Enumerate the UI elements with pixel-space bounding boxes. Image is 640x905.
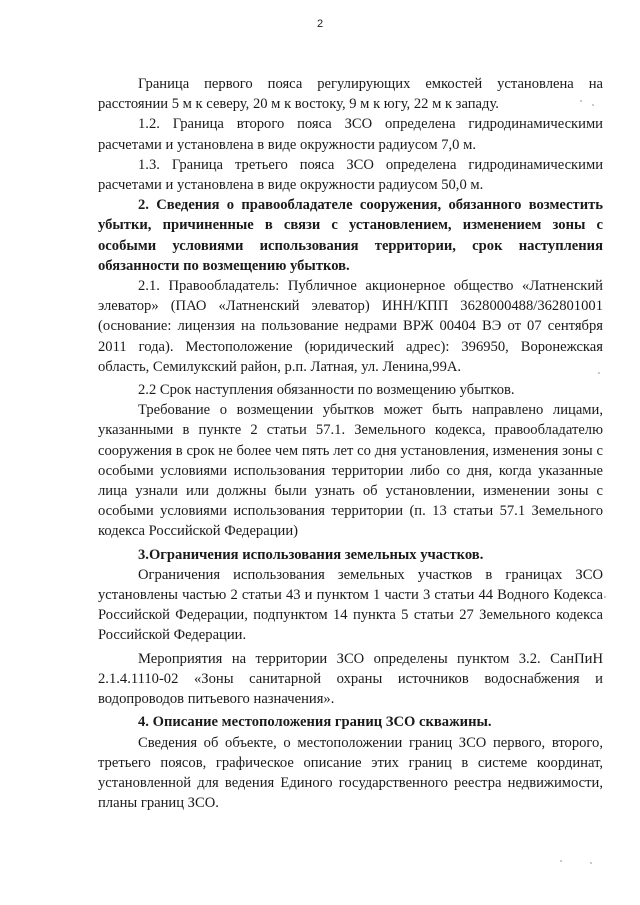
scan-speck: [580, 100, 582, 102]
paragraph-sanpin-measures: Мероприятия на территории ЗСО определены пунктом 3.2. СанПиН 2.1.4.1110-02 «Зоны санитарной охраны источников водоснабжения и водопроводов питьевого назначения».: [98, 650, 603, 708]
scan-speck: [560, 860, 562, 862]
paragraph-rightholder-details: 2.1. Правообладатель: Публичное акционерное общество «Латненский элеватор» (ПАО «Латненский элеватор) ИНН/КПП 3628000488/362801001 (основание: лицензия на пользование недрами ВРЖ 00404 ВЭ от 07 сентября 2011 года). Местоположение (юридический адрес): 396950, Воронежская область, Семилукский район, р.п. Латная, ул. Ленина,99А.: [98, 278, 603, 375]
paragraph-damages-claim: Требование о возмещении убытков может быть направлено лицами, указанными в пункте 2 статьи 57.1. Земельного кодекса, правообладателю сооружения в срок не более чем пять лет со дня установления, изменения зоны с особыми условиями использования территории либо со дня, когда указанные лица узнали или должны были узнать об установлении, изменении зоны с особыми условиями использования территории (п. 13 статьи 57.1 Земельного кодекса Российской Федерации): [98, 402, 603, 540]
document-body: [98, 74, 603, 813]
paragraph-third-belt-boundary: 1.3. Граница третьего пояса ЗСО определена гидродинамическими расчетами и установлена в виде окружности радиусом 50,0 м.: [98, 156, 603, 194]
scan-speck: [590, 862, 592, 864]
paragraph-second-belt-boundary: 1.2. Граница второго пояса ЗСО определена гидродинамическими расчетами и установлена в виде окружности радиусом 7,0 м.: [98, 116, 603, 153]
page-number: 2: [316, 18, 324, 30]
section-heading-rightholder: 2. Сведения о правообладателе сооружения, обязанного возместить убытки, причиненные в связи с установлением, изменением зоны с особыми условиями использования территории, срок наступления обязанности по возмещению убытков.: [98, 197, 603, 274]
paragraph-object-info: Сведения об объекте, о местоположении границ ЗСО первого, второго, третьего поясов, графическое описание этих границ в системе координат, установленной для ведения Единого государственного реестра недвижимости, планы границ ЗСО.: [98, 734, 603, 812]
section-heading-land-restrictions: 3.Ограничения использования земельных участков.: [138, 546, 484, 563]
paragraph-first-belt-boundary: Граница первого пояса регулирующих емкостей установлена на расстоянии 5 м к северу, 20 м к востоку, 9 м к югу, 22 м к западу.: [98, 76, 603, 113]
section-heading-boundary-description: 4. Описание местоположения границ ЗСО скважины.: [138, 714, 492, 731]
scan-speck: [592, 104, 594, 106]
scan-speck: [598, 372, 600, 374]
paragraph-obligation-term: 2.2 Срок наступления обязанности по возмещению убытков.: [138, 382, 515, 399]
paragraph-restrictions-basis: Ограничения использования земельных участков в границах ЗСО установлены частью 2 статьи 43 и пунктом 1 части 3 статьи 44 Водного Кодекса Российской Федерации, подпунктом 14 пункта 5 статьи 27 Земельного кодекса Российской Федерации.: [98, 566, 603, 644]
scan-speck: [604, 596, 606, 598]
